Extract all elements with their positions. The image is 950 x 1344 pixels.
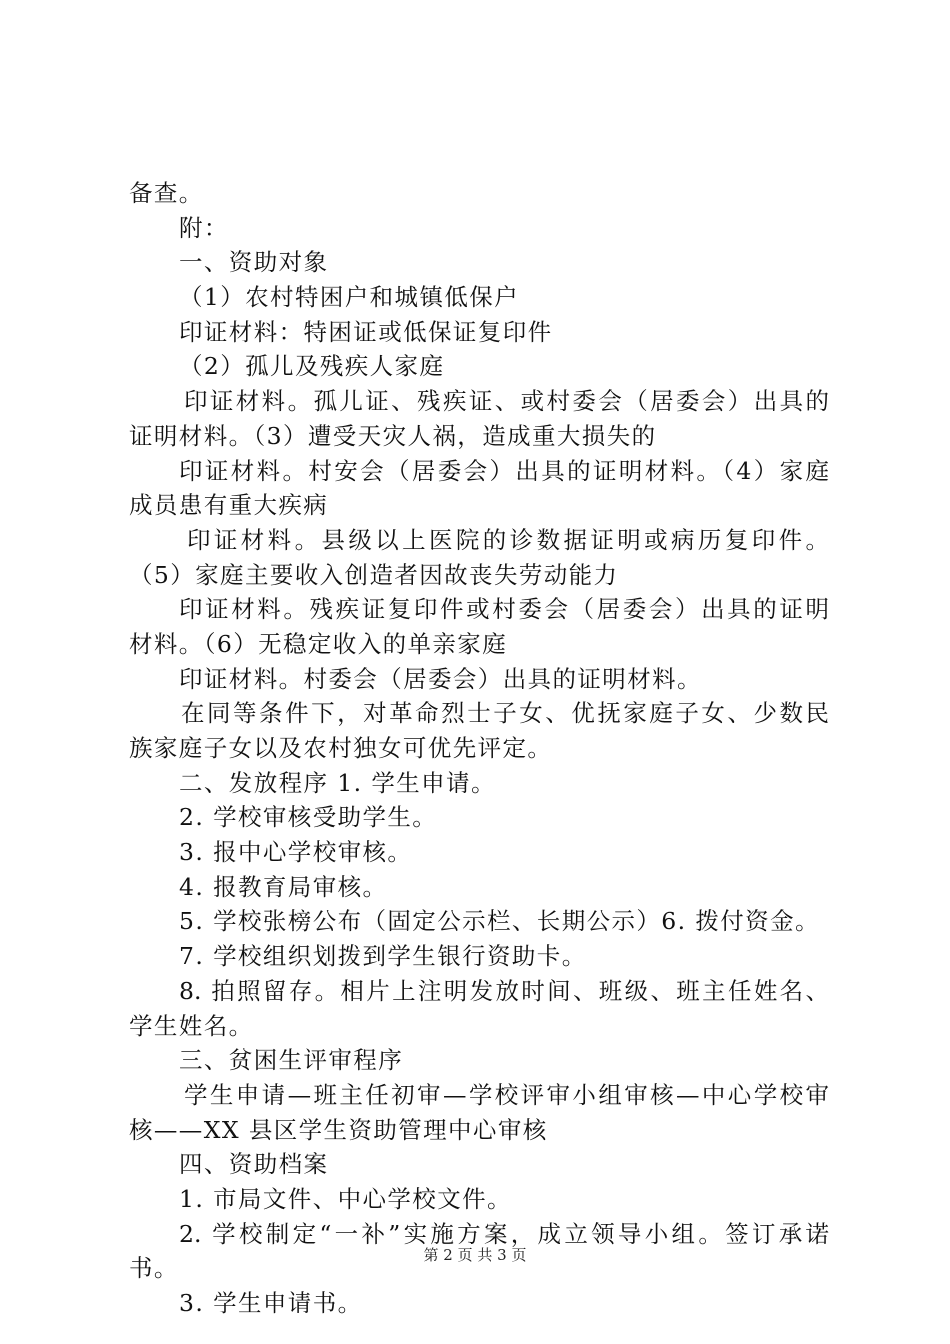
text-line: 3. 学生申请书。 [179, 1289, 363, 1317]
text-line: 印证材料。村委会（居委会）出具的证明材料。 [179, 664, 702, 693]
text-line: （1）农村特困户和城镇低保户 [179, 283, 520, 312]
text-line: 核——XX 县区学生资助管理中心审核 [129, 1115, 548, 1144]
text-line: 证明材料。（3）遭受天灾人祸，造成重大损失的 [129, 421, 657, 450]
text-line: 2. 学校制定“一补”实施方案，成立领导小组。签订承诺 [179, 1219, 829, 1248]
text-line: 4. 报教育局审核。 [179, 872, 388, 901]
document-body [129, 176, 829, 1321]
text-line: 在同等条件下，对革命烈士子女、优抚家庭子女、少数民 [181, 699, 829, 728]
text-line: 三、贫困生评审程序 [179, 1046, 404, 1075]
text-line: 四、资助档案 [179, 1150, 329, 1179]
text-line: 印证材料：特困证或低保证复印件 [179, 317, 553, 346]
text-line: 学生姓名。 [129, 1011, 254, 1040]
text-line: 二、发放程序 1. 学生申请。 [179, 768, 496, 797]
text-line: 印证材料。村安会（居委会）出具的证明材料。（4）家庭 [179, 456, 829, 485]
text-line: 材料。（6）无稳定收入的单亲家庭 [129, 629, 508, 658]
text-line: （5）家庭主要收入创造者因故丧失劳动能力 [129, 560, 619, 589]
text-line: 学生申请—班主任初审—学校评审小组审核—中心学校审 [184, 1080, 829, 1109]
text-line: 备查。 [129, 179, 204, 207]
text-line: 5. 学校张榜公布（固定公示栏、长期公示）6. 拨付资金。 [179, 907, 820, 936]
text-line: 7. 学校组织划拨到学生银行资助卡。 [179, 942, 587, 971]
text-line: 书。 [129, 1254, 179, 1283]
text-line: 8. 拍照留存。相片上注明发放时间、班级、班主任姓名、 [179, 976, 829, 1005]
text-line: 2. 学校审核受助学生。 [179, 803, 438, 832]
page-footer: 第 2 页 共 3 页 [423, 1246, 527, 1264]
text-line: 印证材料。县级以上医院的诊数据证明或病历复印件。 [187, 525, 829, 554]
text-line: 3. 报中心学校审核。 [179, 838, 413, 867]
text-line: 族家庭子女以及农村独女可优先评定。 [129, 734, 553, 762]
text-line: 一、资助对象 [179, 248, 329, 277]
text-line: 1. 市局文件、中心学校文件。 [179, 1184, 512, 1213]
text-line: 印证材料。孤儿证、残疾证、或村委会（居委会）出具的 [184, 387, 829, 416]
text-line: （2）孤儿及残疾人家庭 [179, 352, 445, 381]
text-line: 成员患有重大疾病 [129, 491, 329, 520]
text-line: 附： [179, 213, 229, 242]
text-line: 印证材料。残疾证复印件或村委会（居委会）出具的证明 [179, 595, 829, 624]
